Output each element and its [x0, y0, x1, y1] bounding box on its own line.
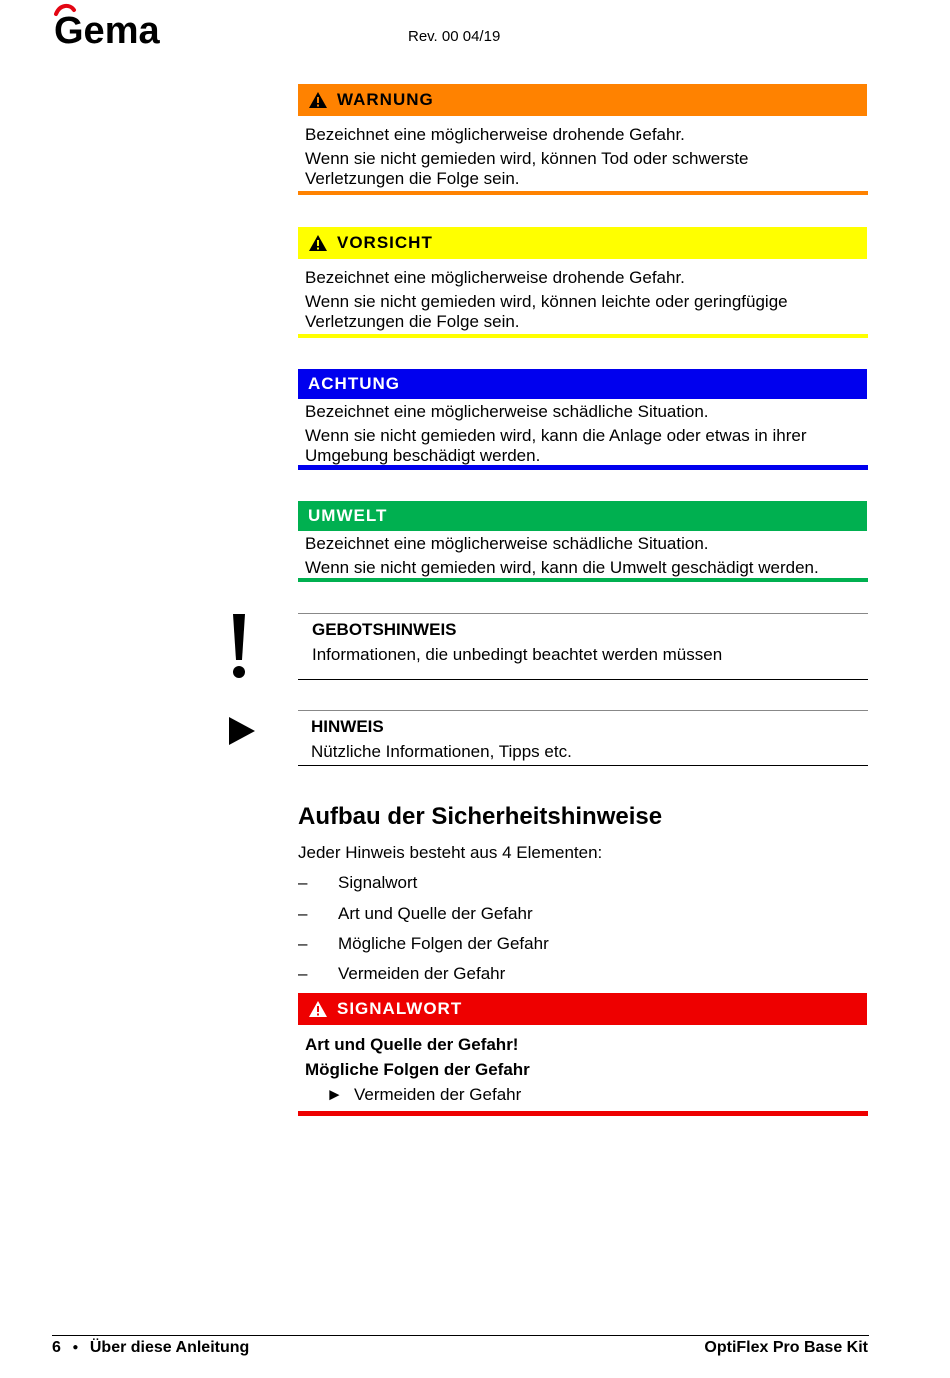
list-item-text: Vermeiden der Gefahr [338, 964, 506, 983]
footer-rule [52, 1335, 869, 1336]
hinweis-text: Nützliche Informationen, Tipps etc. [311, 742, 572, 761]
signalwort-line3: Vermeiden der Gefahr [354, 1085, 522, 1104]
logo-text: Gema [54, 10, 160, 48]
dash-bullet: – [298, 934, 308, 953]
dash-bullet: – [298, 904, 308, 923]
footer-left [52, 1339, 249, 1357]
warnung-text [305, 124, 749, 190]
list-item [298, 934, 549, 954]
product-name: OptiFlex Pro Base Kit [704, 1339, 868, 1356]
umwelt-banner [298, 501, 867, 531]
hinweis-bottom-rule [298, 765, 868, 766]
footer-bullet-icon: ● [72, 1342, 79, 1353]
vorsicht-line1: Bezeichnet eine möglicherweise drohende Gefahr. [305, 268, 685, 287]
warnung-banner [298, 84, 867, 116]
umwelt-line1: Bezeichnet eine möglicherweise schädliche Situation. [305, 534, 709, 553]
gebotshinweis-bottom-rule [298, 679, 868, 680]
warning-triangle-icon [308, 91, 328, 109]
vorsicht-banner [298, 227, 867, 259]
dash-bullet: – [298, 964, 308, 983]
signalwort-label: SIGNALWORT [337, 999, 463, 1018]
warnung-rule [298, 191, 868, 195]
dash-bullet: – [298, 873, 308, 892]
umwelt-text [305, 533, 819, 579]
achtung-rule [298, 465, 868, 470]
warnung-line2: Wenn sie nicht gemieden wird, können Tod oder schwerste [305, 149, 749, 168]
signalwort-line2: Mögliche Folgen der Gefahr [305, 1060, 530, 1079]
warnung-line1: Bezeichnet eine möglicherweise drohende Gefahr. [305, 125, 685, 144]
vorsicht-line3: Verletzungen die Folge sein. [305, 312, 520, 331]
page-number: 6 [52, 1339, 61, 1356]
vorsicht-label: VORSICHT [337, 233, 433, 252]
section-title: Aufbau der Sicherheitshinweise [298, 803, 663, 830]
achtung-line1: Bezeichnet eine möglicherweise schädliche Situation. [305, 402, 709, 421]
list-item [298, 964, 505, 984]
vorsicht-text [305, 267, 788, 333]
arrow-right-icon [228, 716, 256, 746]
umwelt-label: UMWELT [308, 506, 388, 525]
signalwort-banner [298, 993, 867, 1025]
exclamation-icon [228, 612, 250, 680]
hinweis-label: HINWEIS [311, 717, 384, 736]
gema-logo [52, 2, 172, 48]
warnung-label: WARNUNG [337, 90, 434, 109]
list-item [298, 873, 417, 893]
signalwort-line1: Art und Quelle der Gefahr! [305, 1035, 519, 1054]
revision-label: Rev. 00 04/19 [408, 28, 501, 45]
list-item-text: Art und Quelle der Gefahr [338, 904, 533, 923]
achtung-line2: Wenn sie nicht gemieden wird, kann die Anlage oder etwas in ihrer [305, 426, 807, 445]
achtung-banner [298, 369, 867, 399]
warning-triangle-icon [308, 234, 328, 252]
vorsicht-line2: Wenn sie nicht gemieden wird, können leichte oder geringfügige [305, 292, 788, 311]
warning-triangle-icon [308, 1000, 328, 1018]
achtung-text [305, 401, 806, 467]
section-intro: Jeder Hinweis besteht aus 4 Elementen: [298, 843, 603, 862]
gebotshinweis-label: GEBOTSHINWEIS [312, 620, 457, 639]
achtung-label: ACHTUNG [308, 374, 400, 393]
list-item [298, 904, 533, 924]
vorsicht-rule [298, 334, 868, 338]
signalwort-rule [298, 1111, 868, 1116]
umwelt-rule [298, 578, 868, 582]
hinweis-top-rule [298, 710, 868, 711]
umwelt-line2: Wenn sie nicht gemieden wird, kann die Umwelt geschädigt werden. [305, 558, 819, 577]
list-item-text: Mögliche Folgen der Gefahr [338, 934, 549, 953]
list-item-text: Signalwort [338, 873, 418, 892]
warnung-line3: Verletzungen die Folge sein. [305, 169, 520, 188]
triangle-bullet-icon: ► [326, 1085, 343, 1104]
chapter-title: Über diese Anleitung [89, 1339, 250, 1356]
signalwort-line3-row [326, 1085, 521, 1105]
gebotshinweis-top-rule [298, 613, 868, 614]
achtung-line3: Umgebung beschädigt werden. [305, 446, 541, 465]
gebotshinweis-text: Informationen, die unbedingt beachtet werden müssen [312, 645, 723, 664]
